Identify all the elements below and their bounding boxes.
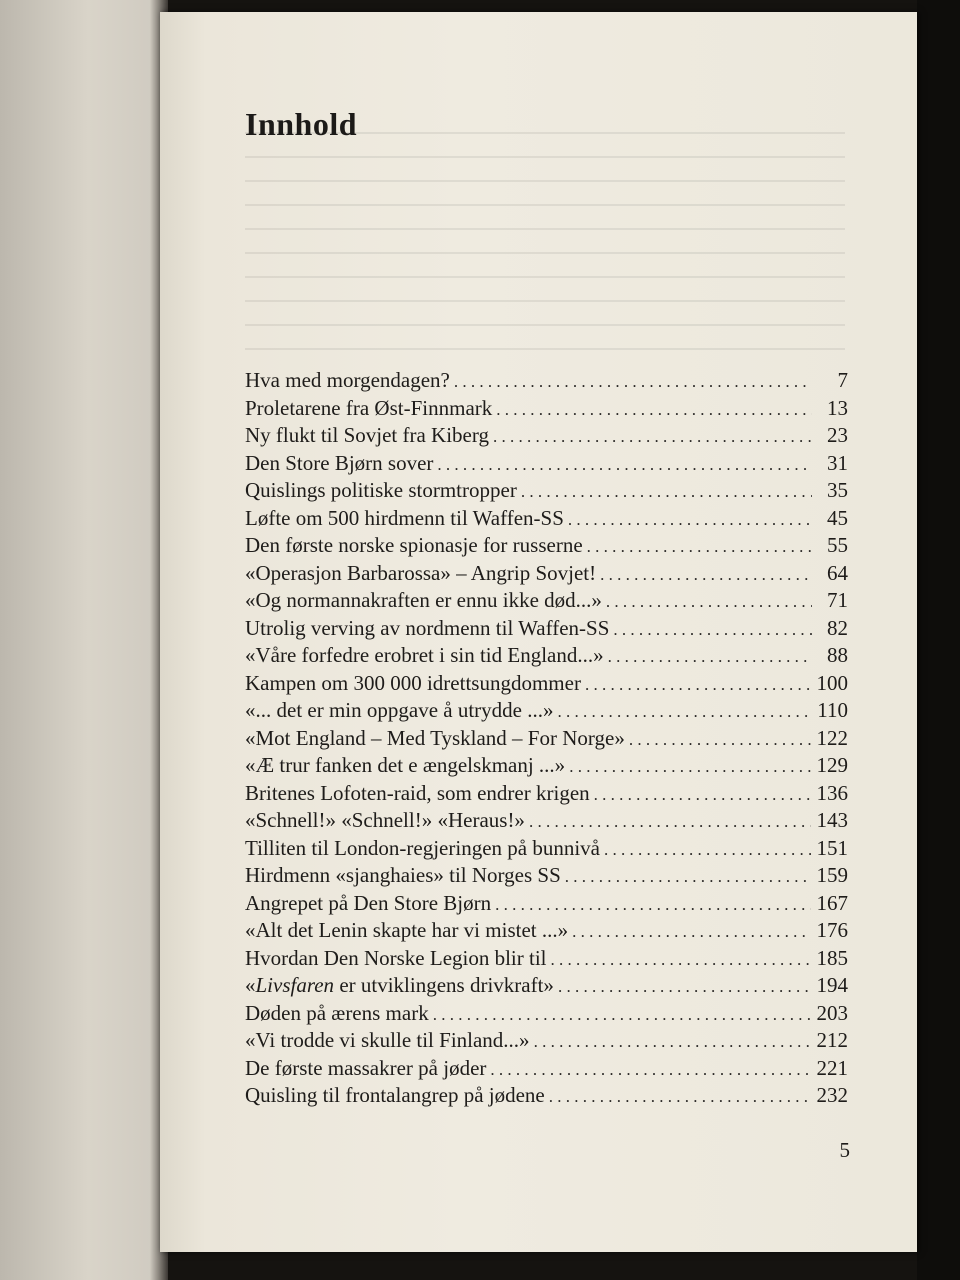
toc-entry-page: 232 bbox=[816, 1083, 848, 1107]
toc-entry-page: 122 bbox=[816, 725, 848, 750]
toc-entry-title: Quislings politiske stormtropper bbox=[245, 478, 517, 502]
toc-leader-dots bbox=[606, 592, 812, 612]
toc-entry-title: «... det er min oppgave å utrydde ...» bbox=[245, 698, 554, 722]
toc-entry-title: Utrolig verving av nordmenn til Waffen-SS bbox=[245, 615, 610, 640]
toc-entry-page: 13 bbox=[827, 395, 848, 420]
toc-entry-page: 7 bbox=[837, 368, 848, 392]
toc-leader-dots bbox=[529, 812, 811, 832]
toc-leader-dots bbox=[493, 427, 812, 447]
toc-entry-title: «Vi trodde vi skulle til Finland...» bbox=[245, 1028, 530, 1052]
toc-leader-dots bbox=[608, 647, 812, 667]
toc-leader-dots bbox=[568, 510, 812, 530]
table-of-contents bbox=[245, 368, 848, 1111]
toc-entry-title: De første massakrer på jøder bbox=[245, 1055, 487, 1080]
toc-entry bbox=[245, 1083, 848, 1111]
toc-entry-title: Løfte om 500 hirdmenn til Waffen-SS bbox=[245, 505, 564, 530]
toc-entry-title: Quisling til frontalangrep på jødene bbox=[245, 1083, 545, 1107]
toc-leader-dots bbox=[604, 840, 810, 860]
toc-entry-title: Ny flukt til Sovjet fra Kiberg bbox=[245, 423, 489, 447]
toc-leader-dots bbox=[585, 675, 811, 695]
toc-entry-title: Døden på ærens mark bbox=[245, 1000, 429, 1025]
toc-leader-dots bbox=[495, 895, 810, 915]
toc-entry-page: 212 bbox=[816, 1028, 848, 1052]
toc-entry bbox=[245, 478, 848, 506]
toc-entry-title: Britenes Lofoten-raid, som endrer krigen bbox=[245, 780, 590, 805]
toc-entry-title: «Alt det Lenin skapte har vi mistet ...» bbox=[245, 918, 569, 942]
toc-leader-dots bbox=[600, 565, 812, 585]
toc-entry bbox=[245, 836, 848, 864]
toc-entry bbox=[245, 1001, 848, 1029]
toc-entry-title: Hva med morgendagen? bbox=[245, 368, 450, 392]
toc-entry bbox=[245, 616, 848, 644]
toc-entry bbox=[245, 533, 848, 561]
toc-entry-title: «Og normannakraften er ennu ikke død...» bbox=[245, 588, 602, 612]
toc-entry-page: 194 bbox=[816, 973, 848, 997]
toc-entry-title: «Livsfaren er utviklingens drivkraft» bbox=[245, 973, 554, 997]
facing-page bbox=[0, 0, 160, 1280]
toc-entry bbox=[245, 753, 848, 781]
toc-entry-page: 110 bbox=[817, 698, 848, 722]
toc-leader-dots bbox=[454, 372, 812, 392]
toc-leader-dots bbox=[613, 620, 812, 640]
toc-leader-dots bbox=[629, 730, 811, 750]
toc-entry bbox=[245, 451, 848, 479]
toc-entry-title: Angrepet på Den Store Bjørn bbox=[245, 890, 492, 915]
toc-entry bbox=[245, 973, 848, 1001]
toc-leader-dots bbox=[549, 1087, 811, 1107]
toc-entry-title: Proletarene fra Øst-Finnmark bbox=[245, 395, 493, 420]
toc-entry-page: 221 bbox=[816, 1055, 848, 1080]
toc-entry-page: 55 bbox=[827, 533, 848, 557]
toc-entry bbox=[245, 588, 848, 616]
toc-leader-dots bbox=[534, 1032, 811, 1052]
toc-entry-title: Hirdmenn «sjanghaies» til Norges SS bbox=[245, 863, 561, 887]
toc-entry-page: 151 bbox=[816, 835, 848, 860]
toc-entry bbox=[245, 726, 848, 754]
toc-entry bbox=[245, 423, 848, 451]
toc-entry-page: 23 bbox=[827, 423, 848, 447]
toc-entry-page: 88 bbox=[827, 643, 848, 667]
toc-entry-title: «Operasjon Barbarossa» – Angrip Sovjet! bbox=[245, 560, 597, 585]
toc-entry bbox=[245, 1028, 848, 1056]
toc-leader-dots bbox=[558, 702, 812, 722]
toc-entry bbox=[245, 396, 848, 424]
toc-leader-dots bbox=[569, 757, 810, 777]
toc-entry-page: 100 bbox=[816, 670, 848, 695]
toc-entry-page: 159 bbox=[816, 863, 848, 887]
background-edge bbox=[917, 0, 960, 1280]
toc-entry bbox=[245, 891, 848, 919]
toc-entry-title: Hvordan Den Norske Legion blir til bbox=[245, 945, 547, 970]
toc-entry bbox=[245, 1056, 848, 1084]
page-number: 5 bbox=[839, 1138, 850, 1162]
toc-entry-page: 82 bbox=[827, 615, 848, 640]
toc-leader-dots bbox=[551, 950, 811, 970]
toc-leader-dots bbox=[587, 537, 812, 557]
toc-entry bbox=[245, 368, 848, 396]
toc-leader-dots bbox=[572, 922, 810, 942]
toc-entry-page: 64 bbox=[827, 560, 848, 585]
toc-leader-dots bbox=[565, 867, 811, 887]
toc-entry bbox=[245, 643, 848, 671]
show-through-text bbox=[245, 110, 845, 380]
toc-entry-title: «Mot England – Med Tyskland – For Norge» bbox=[245, 725, 625, 750]
toc-entry bbox=[245, 671, 848, 699]
toc-entry bbox=[245, 561, 848, 589]
toc-entry bbox=[245, 506, 848, 534]
toc-entry-page: 203 bbox=[816, 1000, 848, 1025]
toc-entry-title: «Æ trur fanken det e ængelskmanj ...» bbox=[245, 753, 566, 777]
page-title: Innhold bbox=[245, 106, 358, 142]
toc-entry-title: Den første norske spionasje for russerne bbox=[245, 533, 583, 557]
toc-entry bbox=[245, 698, 848, 726]
toc-entry bbox=[245, 946, 848, 974]
toc-entry-page: 136 bbox=[816, 780, 848, 805]
toc-leader-dots bbox=[433, 1005, 811, 1025]
toc-leader-dots bbox=[490, 1060, 810, 1080]
toc-entry-page: 35 bbox=[827, 478, 848, 502]
toc-leader-dots bbox=[521, 482, 812, 502]
toc-entry-page: 143 bbox=[816, 808, 848, 832]
toc-entry-page: 71 bbox=[827, 588, 848, 612]
toc-entry-page: 129 bbox=[816, 753, 848, 777]
toc-entry bbox=[245, 808, 848, 836]
toc-entry bbox=[245, 781, 848, 809]
toc-entry-page: 31 bbox=[827, 450, 848, 475]
toc-entry-title: Tilliten til London-regjeringen på bunnivå bbox=[245, 835, 601, 860]
toc-leader-dots bbox=[437, 455, 812, 475]
toc-leader-dots bbox=[558, 977, 811, 997]
toc-entry-page: 45 bbox=[827, 505, 848, 530]
toc-entry bbox=[245, 863, 848, 891]
toc-entry-title: «Schnell!» «Schnell!» «Heraus!» bbox=[245, 808, 525, 832]
toc-entry bbox=[245, 918, 848, 946]
toc-entry-title: Den Store Bjørn sover bbox=[245, 450, 434, 475]
toc-leader-dots bbox=[594, 785, 811, 805]
toc-entry-title: «Våre forfedre erobret i sin tid England...» bbox=[245, 643, 604, 667]
toc-entry-page: 167 bbox=[816, 890, 848, 915]
toc-entry-title: Kampen om 300 000 idrettsungdommer bbox=[245, 670, 581, 695]
toc-leader-dots bbox=[496, 400, 812, 420]
toc-entry-page: 176 bbox=[816, 918, 848, 942]
toc-entry-page: 185 bbox=[816, 945, 848, 970]
